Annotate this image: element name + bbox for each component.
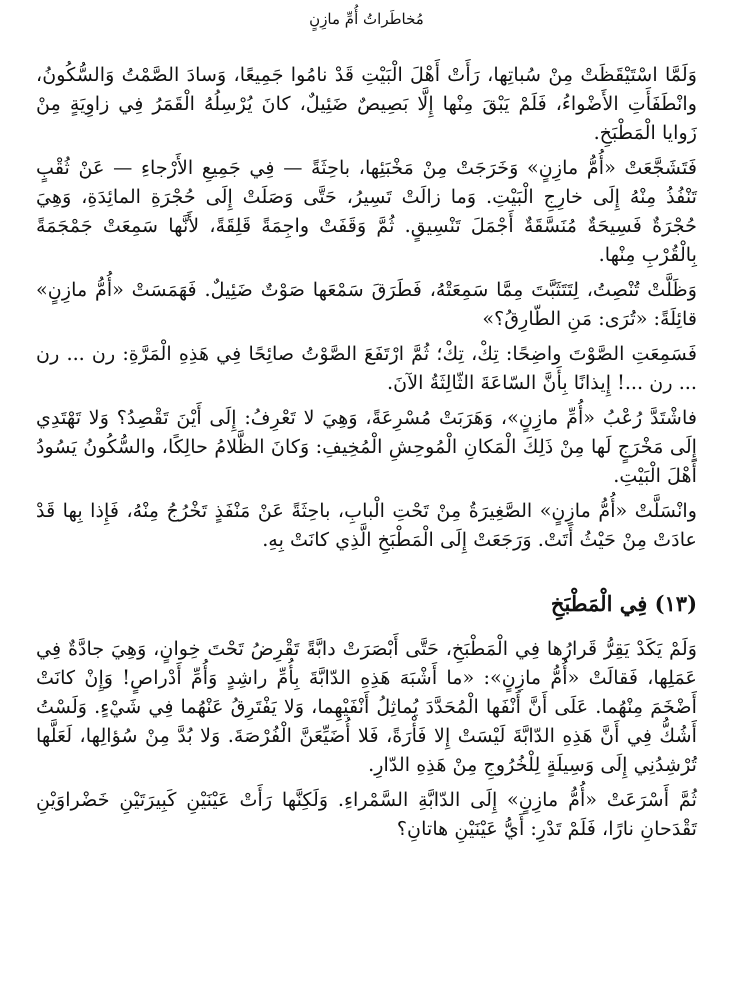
paragraph: فَسَمِعَتِ الصَّوْتَ واضِحًا: تِكْ، تِكْ؛ ثُمَّ ارْتَفَعَ الصَّوْتُ صائِحًا فِي هَذِهِ الْمَرَّةِ: رن ... رن ... رن ...! إِيذانًا بِأَنَّ السّاعَةَ الثّالِثَةُ الآنَ. (36, 342, 697, 394)
paragraph: وَلَمْ يَكَدْ يَقِرُّ قَرارُها فِي الْمَطْبَخِ، حَتَّى أَبْصَرَتْ دابَّةً تَقْرِضُ تَحْتَ خِوانٍ، وَهِيَ جادَّةٌ فِي عَمَلِها، فَقالَتْ «أُمُّ مازِنٍ»: «ما أَشْبَهَ هَذِهِ الدّابَّةَ بِأُمِّ راشِدٍ وَأُمِّ أَدْراصٍ! وَإِنْ كانَتْ أَضْخَمَ مِنْهُما. عَلَى أَنَّ أَنْفَها الْمُحَدَّدَ يُماثِلُ أَنْفَيْهِما، وَلا يَفْتَرِقُ عَنْهُما فِي شَيْءٍ. وَلَسْتُ أَشُكُّ فِي أَنَّ هَذِهِ الدّابَّةَ لَيْسَتْ إِلا فَأْرَةً، فَلا أُضَيِّعَنَّ الْفُرْصَةَ. وَلا بُدَّ مِنْ سُؤالِها، لَعَلَّها تُرْشِدُنِي إِلَى وَسِيلَةٍ لِلْخُرُوجِ مِنْ هَذِهِ الدّارِ. (36, 637, 697, 776)
chapter-heading: (١٣) فِي الْمَطْبَخِ (550, 591, 697, 616)
paragraph: فاشْتَدَّ رُعْبُ «أُمِّ مازِنٍ»، وَهَرَبَتْ مُسْرِعَةً، وَهِيَ لا تَعْرِفُ: إِلَى أَيْنَ تَقْصِدُ؟ وَلا تَهْتَدِي إِلَى مَخْرَجٍ لَها مِنْ ذَلِكَ الْمَكانِ الْمُوحِشِ الْمُخِيفِ: وَكانَ الظَّلامُ حالِكًا، والسُّكُونُ يَسُودُ أَهْلَ الْبَيْتِ. (36, 406, 697, 487)
section-body-1 (36, 60, 697, 554)
paragraph: وانْسَلَّتْ «أُمُّ مازِنٍ» الصَّغِيرَةُ مِنْ تَحْتِ الْبابِ، باحِثَةً عَنْ مَنْفَذٍ تَخْرُجُ مِنْهُ، فَإِذا بِها قَدْ عادَتْ مِنْ حَيْثُ أَتَتْ. وَرَجَعَتْ إِلَى الْمَطْبَخِ الَّذِي كانَتْ بِهِ. (36, 499, 697, 551)
paragraph: ثُمَّ أَسْرَعَتْ «أُمُّ مازِنٍ» إِلَى الدّابَّةِ السَّمْراءِ. وَلَكِنَّها رَأَتْ عَيْنَيْنِ كَبِيرَتَيْنِ خَضْراوَيْنِ تَقْدَحانِ نارًا، فَلَمْ تَدْرِ: أَيُّ عَيْنَيْنِ هاتانِ؟ (36, 788, 697, 840)
running-header: مُخاطَراتُ أُمِّ مازِنٍ (309, 10, 424, 28)
paragraph: فَتَشَجَّعَتْ «أُمُّ مازِنٍ» وَخَرَجَتْ مِنْ مَخْبَئِها، باحِثَةً — فِي جَمِيعِ الأَرْجاءِ — عَنْ ثُقْبٍ تَنْفُذُ مِنْهُ إِلَى خارِجِ الْبَيْتِ. وَما زالَتْ تَسِيرُ، حَتَّى وَصَلَتْ إِلَى حُجْرَةِ المائِدَةِ، وَهِيَ حُجْرَةٌ فَسِيحَةٌ مُنَسَّقَةٌ أَجْمَلَ تَنْسِيقٍ. ثُمَّ وَقَفَتْ واجِمَةً قَلِقَةً، لأَنَّها سَمِعَتْ جَمْجَمَةً بِالْقُرْبِ مِنْها. (36, 156, 697, 266)
paragraph: وَظَلَّتْ تُنْصِتُ، لِتَتَثَبَّتَ مِمَّا سَمِعَتْهُ، فَطَرَقَ سَمْعَها صَوْتٌ ضَئِيلٌ. فَهَمَسَتْ «أُمُّ مازِنٍ» قائِلَةً: «تُرَى: مَنِ الطّارِقُ؟» (36, 278, 697, 330)
paragraph: وَلَمَّا اسْتَيْقَظَتْ مِنْ سُباتِها، رَأَتْ أَهْلَ الْبَيْتِ قَدْ نامُوا جَمِيعًا، وَسادَ الصَّمْتُ وَالسُّكُونُ، وانْطَفَأَتِ الأَضْواءُ، فَلَمْ يَبْقَ مِنْها إِلَّا بَصِيصٌ ضَئِيلٌ، كانَ يُرْسِلُهُ الْقَمَرُ فِي زاوِيَةٍ مِنْ زَوايا الْمَطْبَخِ. (36, 63, 697, 144)
section-body-2 (36, 634, 697, 843)
